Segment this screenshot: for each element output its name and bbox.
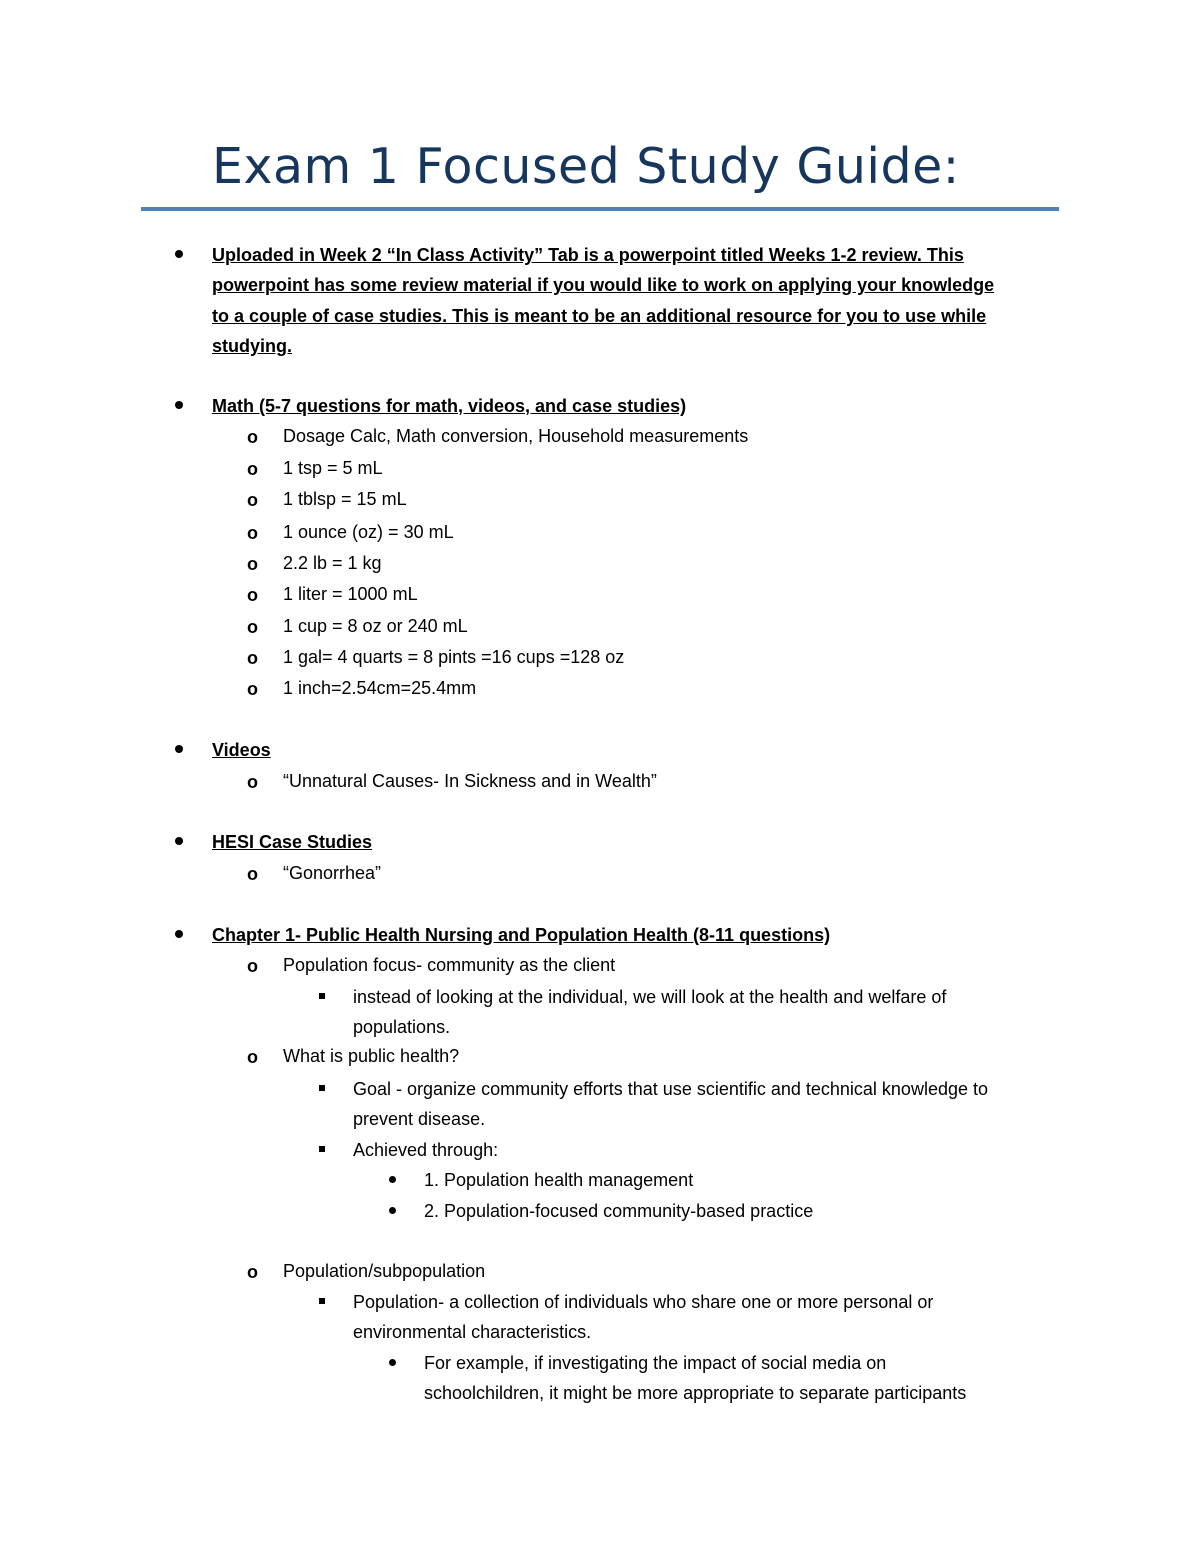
bullet-icon [175, 930, 183, 938]
list-item: Population/subpopulation [283, 1261, 486, 1281]
square-bullet-icon [319, 1298, 325, 1304]
circle-bullet-icon: o [247, 459, 258, 479]
list-item-subdetail: 2. Population-focused community-based practice [424, 1201, 814, 1221]
bullet-icon [389, 1207, 396, 1214]
list-item-detail: environmental characteristics. [353, 1322, 592, 1342]
intro-line: to a couple of case studies. This is meant to be an additional resource for you to use while [212, 306, 987, 326]
list-item-subdetail: schoolchildren, it might be more appropriate to separate participants [424, 1383, 967, 1403]
circle-bullet-icon: o [247, 956, 258, 976]
bullet-icon [175, 250, 183, 258]
section-heading-math: Math (5-7 questions for math, videos, and case studies) [212, 396, 687, 416]
list-item-subdetail: For example, if investigating the impact of social media on [424, 1353, 887, 1373]
list-item-subdetail: 1. Population health management [424, 1170, 694, 1190]
circle-bullet-icon: o [247, 648, 258, 668]
circle-bullet-icon: o [247, 1262, 258, 1282]
list-item: “Unnatural Causes- In Sickness and in Wealth” [283, 771, 657, 791]
list-item: Dosage Calc, Math conversion, Household measurements [283, 426, 749, 446]
circle-bullet-icon: o [247, 1047, 258, 1067]
list-item: “Gonorrhea” [283, 863, 382, 883]
title-underline-rule [141, 207, 1059, 211]
list-item: 2.2 lb = 1 kg [283, 553, 382, 573]
circle-bullet-icon: o [247, 679, 258, 699]
list-item: 1 tsp = 5 mL [283, 458, 383, 478]
circle-bullet-icon: o [247, 490, 258, 510]
bullet-icon [175, 745, 183, 753]
page-title: Exam 1 Focused Study Guide: [212, 138, 960, 195]
circle-bullet-icon: o [247, 864, 258, 884]
circle-bullet-icon: o [247, 554, 258, 574]
list-item-detail: Population- a collection of individuals who share one or more personal or [353, 1292, 934, 1312]
intro-line: Uploaded in Week 2 “In Class Activity” Tab is a powerpoint titled Weeks 1-2 review. This [212, 245, 964, 265]
intro-line: powerpoint has some review material if you would like to work on applying your knowledge [212, 275, 995, 295]
list-item: 1 gal= 4 quarts = 8 pints =16 cups =128 oz [283, 647, 625, 667]
circle-bullet-icon: o [247, 772, 258, 792]
section-heading-hesi: HESI Case Studies [212, 832, 373, 852]
circle-bullet-icon: o [247, 617, 258, 637]
list-item-detail: Achieved through: [353, 1140, 499, 1160]
circle-bullet-icon: o [247, 427, 258, 447]
list-item: 1 cup = 8 oz or 240 mL [283, 616, 468, 636]
square-bullet-icon [319, 993, 325, 999]
section-heading-videos: Videos [212, 740, 271, 760]
bullet-icon [389, 1176, 396, 1183]
list-item: 1 inch=2.54cm=25.4mm [283, 678, 477, 698]
section-heading-chapter1: Chapter 1- Public Health Nursing and Population Health (8-11 questions) [212, 925, 831, 945]
list-item-detail: Goal - organize community efforts that use scientific and technical knowledge to [353, 1079, 989, 1099]
list-item-detail: populations. [353, 1017, 451, 1037]
bullet-icon [175, 837, 183, 845]
list-item: 1 tblsp = 15 mL [283, 489, 407, 509]
bullet-icon [175, 401, 183, 409]
list-item: Population focus- community as the client [283, 955, 616, 975]
square-bullet-icon [319, 1085, 325, 1091]
bullet-icon [389, 1359, 396, 1366]
circle-bullet-icon: o [247, 585, 258, 605]
list-item: What is public health? [283, 1046, 460, 1066]
list-item-detail: prevent disease. [353, 1109, 486, 1129]
intro-line: studying. [212, 336, 292, 356]
list-item: 1 liter = 1000 mL [283, 584, 418, 604]
list-item-detail: instead of looking at the individual, we will look at the health and welfare of [353, 987, 947, 1007]
list-item: 1 ounce (oz) = 30 mL [283, 522, 454, 542]
circle-bullet-icon: o [247, 523, 258, 543]
square-bullet-icon [319, 1146, 325, 1152]
